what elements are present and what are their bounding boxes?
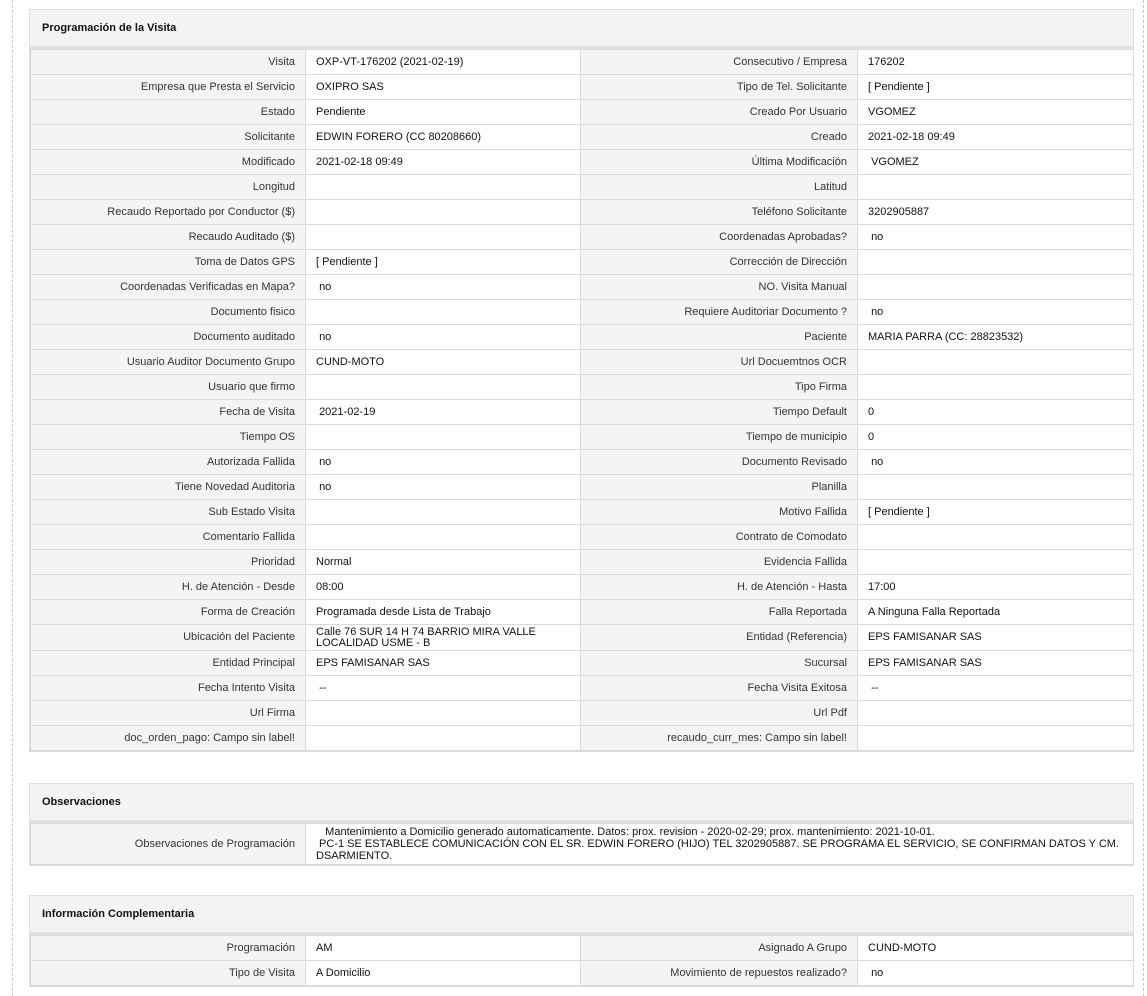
- field-label: Tiempo de municipio: [581, 425, 858, 450]
- field-value: --: [858, 676, 1134, 701]
- field-label: Usuario Auditor Documento Grupo: [31, 350, 306, 375]
- field-value: EPS FAMISANAR SAS: [858, 651, 1134, 676]
- field-value: 2021-02-18 09:49: [306, 150, 581, 175]
- field-value: [ Pendiente ]: [306, 250, 581, 275]
- field-label: Usuario que firmo: [31, 375, 306, 400]
- field-label: Visita: [31, 50, 306, 75]
- field-value: [306, 200, 581, 225]
- field-label: Forma de Creación: [31, 600, 306, 625]
- table-row: [31, 936, 1134, 961]
- field-label: Asignado A Grupo: [581, 936, 858, 961]
- field-label: Teléfono Solicitante: [581, 200, 858, 225]
- field-value: [306, 175, 581, 200]
- table-row: [31, 250, 1134, 275]
- field-value: [ Pendiente ]: [858, 500, 1134, 525]
- field-value: no: [306, 325, 581, 350]
- field-label: Entidad Principal: [31, 651, 306, 676]
- field-value: 17:00: [858, 575, 1134, 600]
- field-value: [858, 275, 1134, 300]
- field-label: Corrección de Dirección: [581, 250, 858, 275]
- field-value: 2021-02-18 09:49: [858, 125, 1134, 150]
- field-value: --: [306, 676, 581, 701]
- field-value: OXIPRO SAS: [306, 75, 581, 100]
- table-row: [31, 961, 1134, 986]
- table-row: [31, 575, 1134, 600]
- table-row: [31, 175, 1134, 200]
- field-value: VGOMEZ: [858, 100, 1134, 125]
- field-label: Documento Revisado: [581, 450, 858, 475]
- field-label: Motivo Fallida: [581, 500, 858, 525]
- field-value: 0: [858, 425, 1134, 450]
- field-label: Requiere Auditoriar Documento ?: [581, 300, 858, 325]
- field-value: A Ninguna Falla Reportada: [858, 600, 1134, 625]
- table-row: [31, 275, 1134, 300]
- observaciones-value: [306, 824, 1134, 865]
- table-row: [31, 600, 1134, 625]
- field-value: CUND-MOTO: [306, 350, 581, 375]
- field-label: NO. Visita Manual: [581, 275, 858, 300]
- field-label: Entidad (Referencia): [581, 625, 858, 651]
- field-label: Prioridad: [31, 550, 306, 575]
- table-row: [31, 450, 1134, 475]
- field-value: 08:00: [306, 575, 581, 600]
- table-row: [31, 350, 1134, 375]
- field-label: Documento auditado: [31, 325, 306, 350]
- table-row: [31, 300, 1134, 325]
- table-row: [31, 125, 1134, 150]
- field-value: A Domicilio: [306, 961, 581, 986]
- table-row: [31, 75, 1134, 100]
- observaciones-table: [30, 823, 1134, 865]
- field-value: [ Pendiente ]: [858, 75, 1134, 100]
- table-row: [31, 425, 1134, 450]
- field-value: [306, 525, 581, 550]
- field-label: doc_orden_pago: Campo sin label!: [31, 726, 306, 751]
- field-value: [858, 701, 1134, 726]
- field-label: Tiempo Default: [581, 400, 858, 425]
- field-label: recaudo_curr_mes: Campo sin label!: [581, 726, 858, 751]
- left-dashed-border: [12, 0, 13, 996]
- field-value: MARIA PARRA (CC: 28823532): [858, 325, 1134, 350]
- field-label: Url Pdf: [581, 701, 858, 726]
- field-value: [306, 225, 581, 250]
- field-label: Solicitante: [31, 125, 306, 150]
- field-label: Falla Reportada: [581, 600, 858, 625]
- field-label: Autorizada Fallida: [31, 450, 306, 475]
- field-label: Planilla: [581, 475, 858, 500]
- section-title-observaciones: Observaciones: [30, 784, 1133, 823]
- field-value: [306, 701, 581, 726]
- field-value: [858, 525, 1134, 550]
- field-value: [306, 375, 581, 400]
- field-value: EPS FAMISANAR SAS: [306, 651, 581, 676]
- table-row: [31, 225, 1134, 250]
- field-label: Última Modificación: [581, 150, 858, 175]
- field-value: [858, 375, 1134, 400]
- field-label: Latitud: [581, 175, 858, 200]
- observaciones-line: Mantenimiento a Domicilio generado automaticamente. Datos: prox. revision - 2020-02-29; prox. mantenimiento: 2021-10-01.: [316, 826, 935, 838]
- section-observaciones: [29, 783, 1134, 866]
- section-title-programacion: Programación de la Visita: [30, 10, 1133, 49]
- field-value: 3202905887: [858, 200, 1134, 225]
- programacion-table: [30, 49, 1134, 751]
- field-label: Fecha Intento Visita: [31, 676, 306, 701]
- field-value: no: [306, 450, 581, 475]
- field-value: 2021-02-19: [306, 400, 581, 425]
- section-complementaria: [29, 895, 1134, 987]
- field-value: [858, 350, 1134, 375]
- field-label: Tipo de Tel. Solicitante: [581, 75, 858, 100]
- table-row: [31, 375, 1134, 400]
- field-value: no: [858, 450, 1134, 475]
- observaciones-line: PC-1 SE ESTABLECE COMUNICACIÓN CON EL SR. EDWIN FORERO (HIJO) TEL 3202905887. SE PROGRAMA EL SERVICIO, SE CONFIRMAN DATOS Y CM.: [316, 838, 1119, 850]
- table-row: [31, 701, 1134, 726]
- field-label: Tiempo OS: [31, 425, 306, 450]
- field-value: VGOMEZ: [858, 150, 1134, 175]
- table-row: [31, 676, 1134, 701]
- field-value: Programada desde Lista de Trabajo: [306, 600, 581, 625]
- field-value: [306, 300, 581, 325]
- field-value: EDWIN FORERO (CC 80208660): [306, 125, 581, 150]
- section-title-complementaria: Información Complementaria: [30, 896, 1133, 935]
- field-value: [858, 250, 1134, 275]
- table-row: [31, 726, 1134, 751]
- field-label: Evidencia Fallida: [581, 550, 858, 575]
- field-label: H. de Atención - Hasta: [581, 575, 858, 600]
- field-label: Url Docuemtnos OCR: [581, 350, 858, 375]
- section-programacion: [29, 9, 1134, 752]
- field-label: H. de Atención - Desde: [31, 575, 306, 600]
- field-value: 176202: [858, 50, 1134, 75]
- field-value: Calle 76 SUR 14 H 74 BARRIO MIRA VALLE LOCALIDAD USME - B: [306, 625, 581, 651]
- field-label: Documento fisico: [31, 300, 306, 325]
- table-row: [31, 500, 1134, 525]
- table-row: [31, 100, 1134, 125]
- field-value: no: [858, 961, 1134, 986]
- field-label: Recaudo Auditado ($): [31, 225, 306, 250]
- field-value: AM: [306, 936, 581, 961]
- right-dashed-border: [1143, 0, 1144, 996]
- field-label: Contrato de Comodato: [581, 525, 858, 550]
- field-value: [858, 726, 1134, 751]
- field-label: Modificado: [31, 150, 306, 175]
- field-label: Sucursal: [581, 651, 858, 676]
- field-label: Coordenadas Aprobadas?: [581, 225, 858, 250]
- field-label: Longitud: [31, 175, 306, 200]
- field-label: Estado: [31, 100, 306, 125]
- field-value: CUND-MOTO: [858, 936, 1134, 961]
- field-value: Pendiente: [306, 100, 581, 125]
- field-value: no: [858, 300, 1134, 325]
- field-value: no: [306, 275, 581, 300]
- table-row: [31, 525, 1134, 550]
- table-row: [31, 150, 1134, 175]
- field-label: Empresa que Presta el Servicio: [31, 75, 306, 100]
- field-value: [306, 425, 581, 450]
- field-label: Fecha de Visita: [31, 400, 306, 425]
- field-label: Url Firma: [31, 701, 306, 726]
- table-row: [31, 651, 1134, 676]
- field-label: Creado: [581, 125, 858, 150]
- field-value: no: [858, 225, 1134, 250]
- field-value: [306, 500, 581, 525]
- field-label: Ubicación del Paciente: [31, 625, 306, 651]
- table-row: [31, 824, 1134, 865]
- field-label: Sub Estado Visita: [31, 500, 306, 525]
- field-label: Paciente: [581, 325, 858, 350]
- field-label: Recaudo Reportado por Conductor ($): [31, 200, 306, 225]
- table-row: [31, 625, 1134, 651]
- field-label: Toma de Datos GPS: [31, 250, 306, 275]
- field-value: [858, 550, 1134, 575]
- table-row: [31, 50, 1134, 75]
- table-row: [31, 325, 1134, 350]
- field-value: OXP-VT-176202 (2021-02-19): [306, 50, 581, 75]
- table-row: [31, 400, 1134, 425]
- field-label: Tipo de Visita: [31, 961, 306, 986]
- field-label: Movimiento de repuestos realizado?: [581, 961, 858, 986]
- field-label: Tiene Novedad Auditoria: [31, 475, 306, 500]
- field-label: Tipo Firma: [581, 375, 858, 400]
- observaciones-label: Observaciones de Programación: [31, 824, 306, 865]
- observaciones-line: DSARMIENTO.: [316, 850, 393, 862]
- field-label: Creado Por Usuario: [581, 100, 858, 125]
- field-label: Comentario Fallida: [31, 525, 306, 550]
- field-label: Coordenadas Verificadas en Mapa?: [31, 275, 306, 300]
- field-value: [858, 175, 1134, 200]
- field-label: Consecutivo / Empresa: [581, 50, 858, 75]
- field-label: Programación: [31, 936, 306, 961]
- field-label: Fecha Visita Exitosa: [581, 676, 858, 701]
- field-value: [306, 726, 581, 751]
- table-row: [31, 550, 1134, 575]
- field-value: EPS FAMISANAR SAS: [858, 625, 1134, 651]
- table-row: [31, 200, 1134, 225]
- field-value: [858, 475, 1134, 500]
- field-value: Normal: [306, 550, 581, 575]
- table-row: [31, 475, 1134, 500]
- field-value: 0: [858, 400, 1134, 425]
- complementaria-table: [30, 935, 1134, 986]
- field-value: no: [306, 475, 581, 500]
